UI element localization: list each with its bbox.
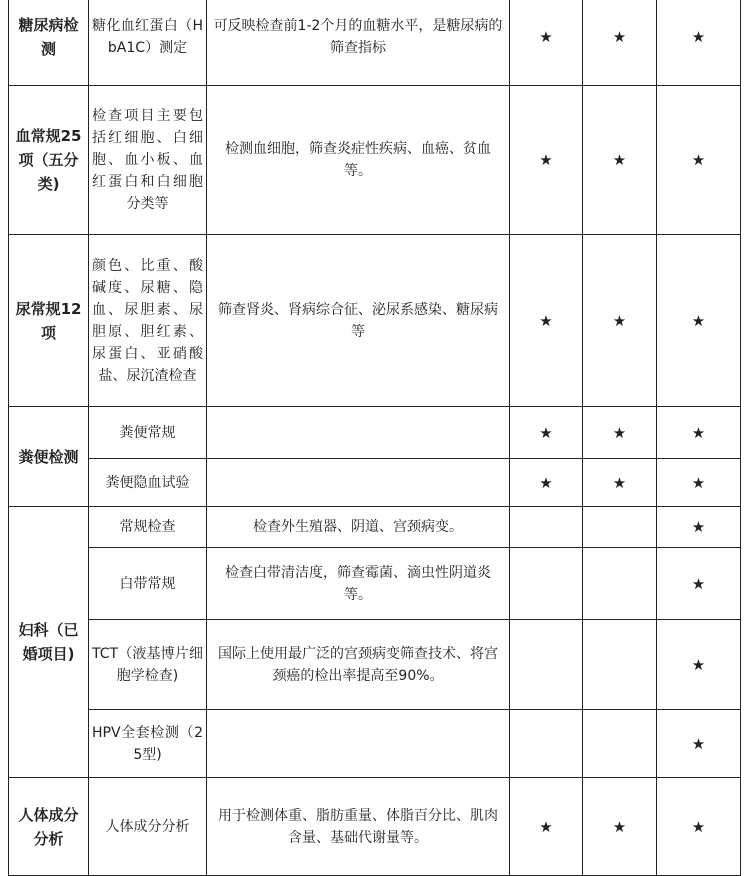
package-1-mark: ★ [510,86,583,235]
item-name: 检查项目主要包括红细胞、白细胞、血小板、血红蛋白和白细胞分类等 [89,86,207,235]
item-description [207,710,510,778]
package-2-mark: ★ [583,407,657,459]
package-2-mark [583,548,657,620]
table-row [9,620,741,710]
item-description: 筛查肾炎、肾病综合征、泌尿系感染、糖尿病等 [207,235,510,407]
table-row [9,507,741,548]
package-2-mark: ★ [583,0,657,86]
item-name: 颜色、比重、酸碱度、尿糖、隐血、尿胆素、尿胆原、胆红素、尿蛋白、亚硝酸盐、尿沉渣检查 [89,235,207,407]
table-row [9,459,741,507]
package-2-mark: ★ [583,778,657,876]
package-2-mark [583,507,657,548]
package-1-mark: ★ [510,459,583,507]
table-row [9,710,741,778]
package-3-mark: ★ [657,548,741,620]
item-description: 检查白带清洁度，筛查霉菌、滴虫性阴道炎等。 [207,548,510,620]
item-name: 粪便常规 [89,407,207,459]
category-stool: 粪便检测 [9,407,89,507]
item-description: 用于检测体重、脂肪重量、体脂百分比、肌肉含量、基础代谢量等。 [207,778,510,876]
category-urine-routine: 尿常规12项 [9,235,89,407]
package-3-mark: ★ [657,507,741,548]
category-blood-routine: 血常规25项（五分类) [9,86,89,235]
item-name: 粪便隐血试验 [89,459,207,507]
item-description [207,407,510,459]
package-1-mark: ★ [510,235,583,407]
package-2-mark: ★ [583,86,657,235]
package-3-mark: ★ [657,778,741,876]
package-3-mark: ★ [657,86,741,235]
item-name: 糖化血红蛋白（HbA1C）测定 [89,0,207,86]
item-name: HPV全套检测（25型) [89,710,207,778]
item-description: 检测血细胞，筛查炎症性疾病、血癌、贫血等。 [207,86,510,235]
item-description: 国际上使用最广泛的宫颈病变筛查技术、将宫颈癌的检出率提高至90%。 [207,620,510,710]
category-body-composition: 人体成分分析 [9,778,89,876]
package-1-mark [510,507,583,548]
package-2-mark [583,620,657,710]
package-1-mark [510,710,583,778]
checkup-package-table [8,0,741,876]
package-3-mark: ★ [657,235,741,407]
item-description [207,459,510,507]
table-row [9,778,741,876]
package-3-mark: ★ [657,620,741,710]
package-2-mark [583,710,657,778]
package-3-mark: ★ [657,459,741,507]
package-1-mark [510,620,583,710]
category-gynecology: 妇科（已婚项目) [9,507,89,778]
package-1-mark: ★ [510,407,583,459]
item-name: 人体成分分析 [89,778,207,876]
table-row [9,0,741,86]
package-3-mark: ★ [657,0,741,86]
package-3-mark: ★ [657,710,741,778]
item-name: 白带常规 [89,548,207,620]
package-3-mark: ★ [657,407,741,459]
item-description: 可反映检查前1-2个月的血糖水平，是糖尿病的筛查指标 [207,0,510,86]
package-1-mark: ★ [510,0,583,86]
table-row [9,235,741,407]
category-diabetes: 糖尿病检测 [9,0,89,86]
item-description: 检查外生殖器、阴道、宫颈病变。 [207,507,510,548]
package-1-mark: ★ [510,778,583,876]
item-name: 常规检查 [89,507,207,548]
package-1-mark [510,548,583,620]
package-2-mark: ★ [583,235,657,407]
package-2-mark: ★ [583,459,657,507]
table-row [9,407,741,459]
table-row [9,548,741,620]
item-name: TCT（液基博片细胞学检查) [89,620,207,710]
table-row [9,86,741,235]
